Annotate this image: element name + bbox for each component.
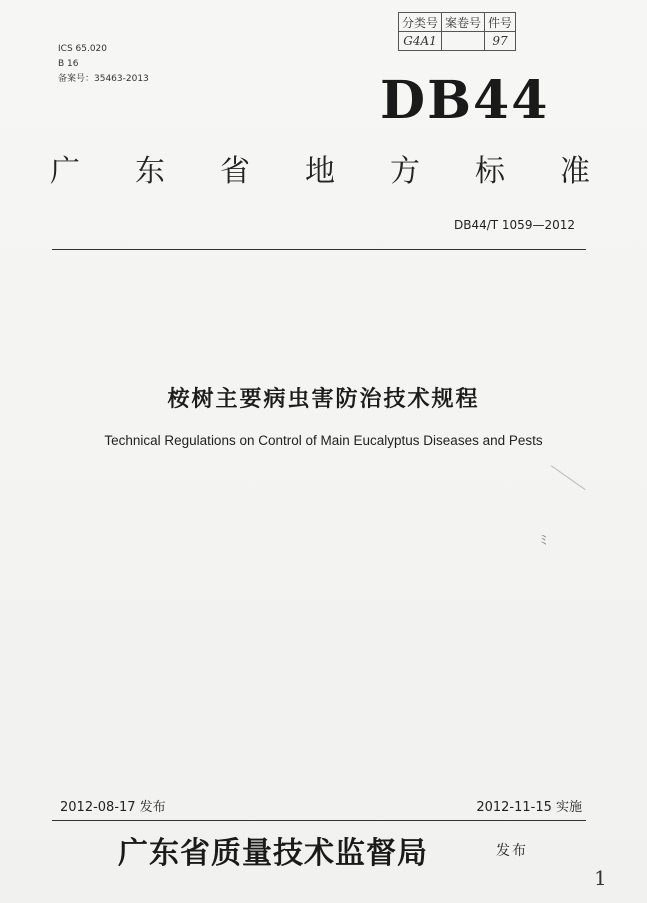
heading-char: 标	[475, 154, 505, 189]
class-code: B 16	[58, 59, 79, 69]
heading-char: 东	[135, 154, 165, 189]
record-number: 备案号：35463-2013	[58, 74, 149, 84]
issuing-authority: 广东省质量技术监督局	[118, 836, 428, 871]
stamp-value-category: G4A1	[399, 32, 442, 51]
heading-char: 方	[390, 154, 420, 189]
province-standard-heading	[50, 146, 590, 190]
stamp-header-item: 件号	[485, 13, 516, 32]
classification-block	[58, 42, 149, 87]
heading-char: 地	[305, 154, 335, 189]
issue-label: 发布	[496, 843, 528, 859]
stamp-value-item: 97	[485, 32, 516, 51]
title-chinese: 桉树主要病虫害防治技术规程	[167, 387, 480, 412]
top-divider	[52, 249, 586, 250]
heading-char: 省	[220, 154, 250, 189]
page-number: 1	[594, 866, 607, 890]
scan-mark	[530, 465, 586, 519]
title-english: Technical Regulations on Control of Main Eucalyptus Diseases and Pests	[104, 433, 543, 448]
heading-char: 准	[560, 154, 590, 189]
db-code: DB44	[380, 70, 550, 131]
stamp-header-category: 分类号	[399, 13, 442, 32]
publish-date: 2012-08-17 发布	[60, 800, 166, 815]
standard-number: DB44/T 1059—2012	[453, 218, 575, 232]
heading-char: 广	[50, 154, 80, 189]
ics-code: ICS 65.020	[58, 44, 108, 54]
stamp-header-file: 案卷号	[442, 13, 485, 32]
stamp-value-file	[442, 32, 485, 51]
archive-stamp	[398, 12, 516, 51]
scan-mark: ﾐ	[540, 533, 547, 549]
bottom-divider	[52, 820, 586, 821]
implement-date: 2012-11-15 实施	[476, 800, 582, 815]
